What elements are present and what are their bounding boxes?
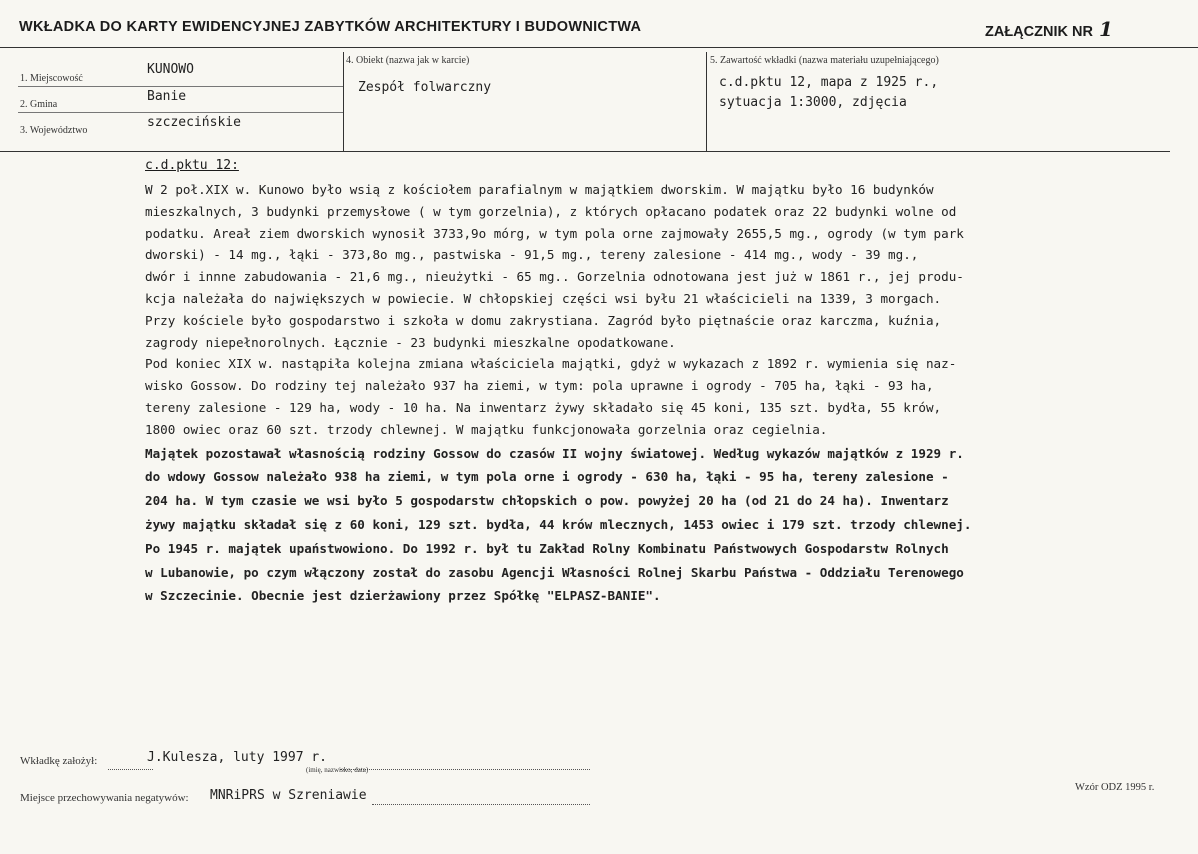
field2-rule [18,112,343,113]
author-hint: (imię, nazwisko, data) [306,766,369,774]
fields-divider-2 [706,52,707,151]
field-voivodeship-value: szczecińskie [147,115,241,130]
annex-label [985,17,1113,41]
fields-bottom-rule [0,151,1170,152]
field-insert-content-line1: c.d.pktu 12, mapa z 1925 r., [719,75,939,90]
field-commune-label: 2. Gmina [20,99,58,110]
author-dotline-left [108,769,153,770]
body-line-bold: w Szczecinie. Obecnie jest dzierżawiony przez Spółkę "ELPASZ-BANIE". [145,588,661,604]
annex-label-text: ZAŁĄCZNIK NR [985,24,1093,40]
body-line-bold: w Lubanowie, po czym włączony został do zasobu Agencji Własności Rolnej Skarbu Państwa - Oddziału Terenowego [145,564,964,580]
author-label: Wkładkę założył: [20,755,98,767]
field-voivodeship-label: 3. Województwo [20,125,88,136]
body-line: wisko Gossow. Do rodziny tej należało 937 ha ziemi, w tym: pola uprawne i ogrody - 705 ha, łąki - 93 ha, [145,378,934,394]
body-line: podatku. Areał ziem dworskich wynosił 3733,9o mórg, w tym pola orne zajmowały 2655,5 mg., ogrody (w tym park [145,225,964,241]
form-title: WKŁADKA DO KARTY EWIDENCYJNEJ ZABYTKÓW ARCHITEKTURY I BUDOWNICTWA [19,19,642,35]
body-line: Przy kościele było gospodarstwo i szkoła w domu zakrystiana. Zagród było piętnaście oraz karczma, kuźnia, [145,312,942,328]
body-line-bold: żywy majątku składał się z 60 koni, 129 szt. bydła, 44 krów mlecznych, 1453 owiec i 179 szt. trzody chlewnej. [145,516,972,532]
field-object-label: 4. Obiekt (nazwa jak w karcie) [346,55,470,66]
field-commune-value: Banie [147,89,187,104]
body-line: mieszkalnych, 3 budynki przemysłowe ( w tym gorzelnia), z których opłacano podatek oraz 22 budynki wolne od [145,203,957,219]
author-value: J.Kulesza, luty 1997 r. [147,750,328,765]
field-locality-value: KUNOWO [147,62,194,77]
body-line: dwór i innne zabudowania - 21,6 mg., nieużytki - 65 mg.. Gorzelnia odnotowana jest już w 1861 r., jej produ- [145,269,964,285]
body-line: 1800 owiec oraz 60 szt. trzody chlewnej. W majątku funkcjonowała gorzelnia oraz cegielnia. [145,421,828,437]
body-line: W 2 poł.XIX w. Kunowo było wsią z kościołem parafialnym w majątkiem dworskim. W majątku było 16 budynków [145,182,934,197]
body-line: kcja należała do największych w powiecie. W chłopskiej części wsi byłu 21 właścicieli na 1339, 3 morgach. [145,290,942,306]
body-line-bold: do wdowy Gossow należało 938 ha ziemi, w tym pola orne i ogrody - 630 ha, łąki - 95 ha, tereny zalesione - [145,469,949,485]
author-dotline-right [340,769,590,770]
body-line: tereny zalesione - 129 ha, wody - 10 ha. Na inwentarz żywy składało się 45 koni, 135 szt. bydła, 55 krów, [145,399,942,415]
fields-divider-1 [343,52,344,151]
field-locality-label: 1. Miejscowość [20,73,83,84]
body-line: zagrody niepełnorolnych. Łącznie - 23 budynki mieszkalne opodatkowane. [145,334,676,350]
body-line: Pod koniec XIX w. nastąpiła kolejna zmiana właściciela majątki, gdyż w wykazach z 1892 r. wymienia się naz- [145,356,957,372]
annex-number: 1 [1098,17,1113,41]
field-object-value: Zespół folwarczny [358,80,492,95]
field-insert-content-line2: sytuacja 1:3000, zdjęcia [719,95,907,110]
body-line-bold: Majątek pozostawał własnością rodziny Gossow do czasów II wojny światowej. Według wykazów majątków z 1929 r. [145,445,964,461]
document-body [145,179,1075,607]
storage-value: MNRiPRS w Szreniawie [210,788,367,803]
form-code: Wzór ODZ 1995 r. [1075,782,1155,793]
header-rule [0,47,1198,48]
field-insert-content-label: 5. Zawartość wkładki (nazwa materiału uzupełniającego) [710,55,939,66]
storage-dotline [372,804,590,805]
body-line: dworski) - 14 mg., łąki - 373,8o mg., pastwiska - 91,5 mg., tereny zalesione - 414 mg., wody - 39 mg., [145,247,919,263]
field1-rule [18,86,343,87]
section-heading: c.d.pktu 12: [145,158,239,173]
body-line-bold: 204 ha. W tym czasie we wsi było 5 gospodarstw chłopskich o pow. powyżej 20 ha (od 21 do 24 ha). Inwentarz [145,493,949,509]
body-line-bold: Po 1945 r. majątek upaństwowiono. Do 1992 r. był tu Zakład Rolny Kombinatu Państwowych Gospodarstw Rolnych [145,540,949,556]
storage-label: Miejsce przechowywania negatywów: [20,792,189,804]
